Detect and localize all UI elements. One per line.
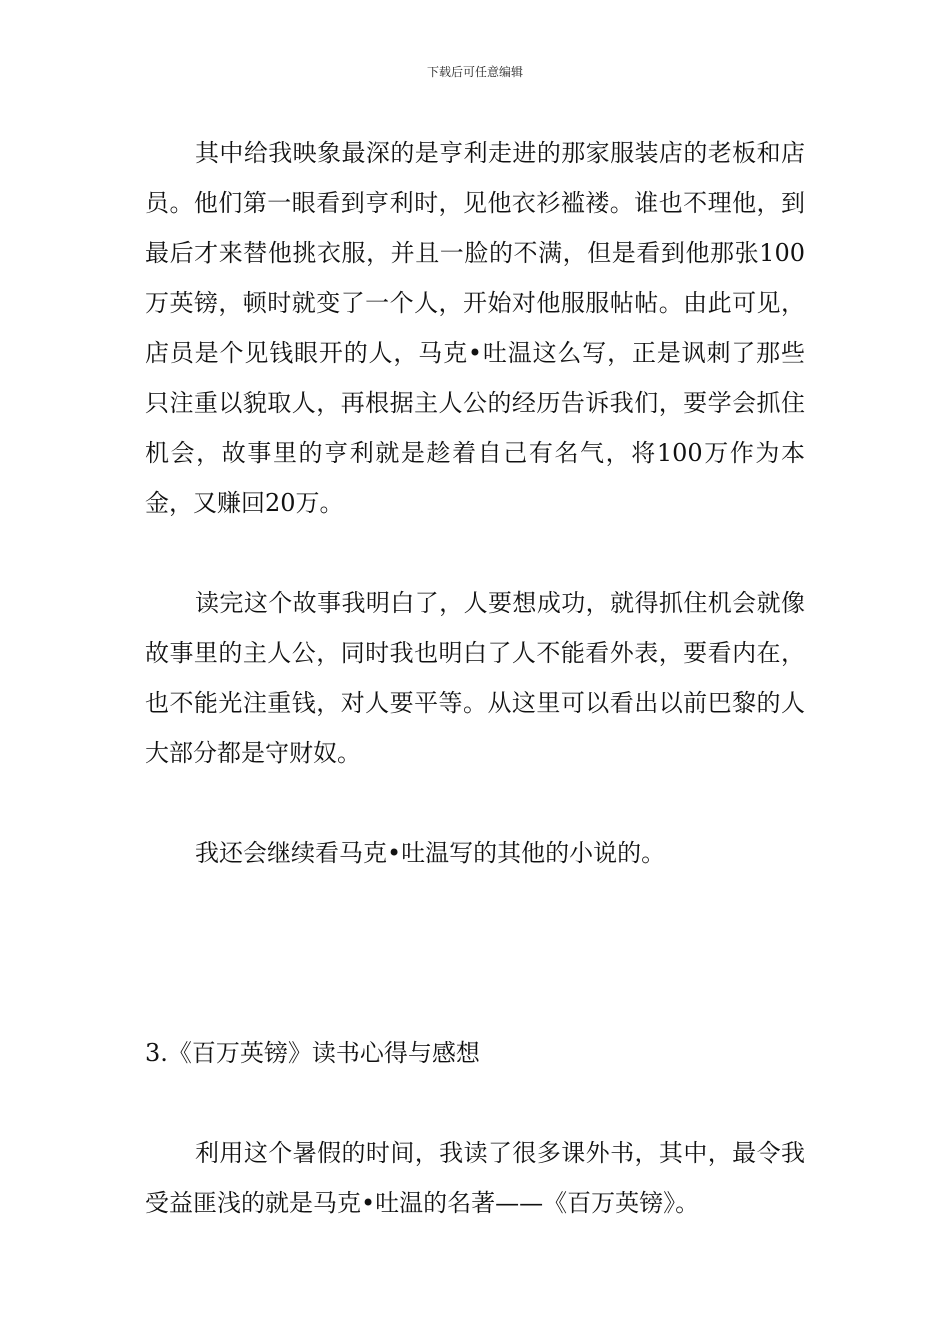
- paragraph-review-shop-owner: 其中给我映象最深的是亨利走进的那家服装店的老板和店员。他们第一眼看到亨利时，见他衣衫褴褛。谁也不理他，到最后才来替他挑衣服，并且一脸的不满，但是看到他那张100万英镑，顿时就变了一个人，开始对他服服帖帖。由此可见，店员是个见钱眼开的人，马克•吐温这么写，正是讽刺了那些只注重以貌取人，再根据主人公的经历告诉我们，要学会抓住机会，故事里的亨利就是趁着自己有名气，将100万作为本金，又赚回20万。: [145, 139, 805, 517]
- document-body: [145, 128, 805, 1228]
- section-heading: 3.《百万英镑》读书心得与感想: [145, 1039, 480, 1067]
- paragraph-summer-reading: 利用这个暑假的时间，我读了很多课外书，其中，最令我受益匪浅的就是马克•吐温的名著——《百万英镑》。: [145, 1139, 805, 1217]
- paragraph-lesson-learned: 读完这个故事我明白了，人要想成功，就得抓住机会就像故事里的主人公，同时我也明白了人不能看外表，要看内在，也不能光注重钱，对人要平等。从这里可以看出以前巴黎的人大部分都是守财奴。: [145, 589, 805, 767]
- page-header: 下载后可任意编辑: [426, 65, 523, 79]
- paragraph-continue-reading: 我还会继续看马克•吐温写的其他的小说的。: [195, 839, 666, 867]
